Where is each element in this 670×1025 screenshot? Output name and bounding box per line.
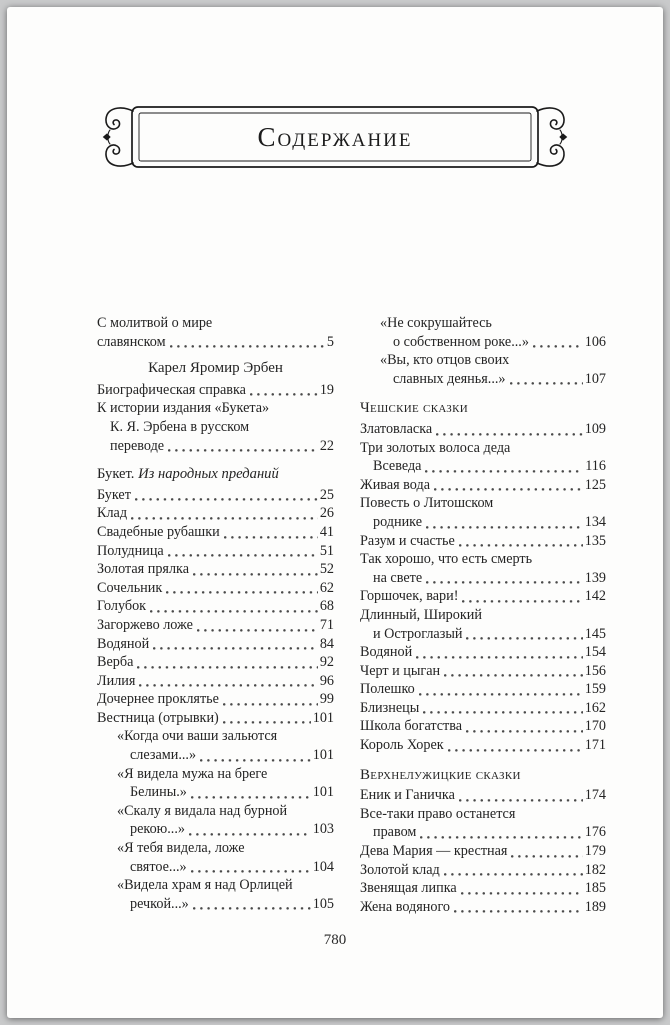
toc-entry-page: 142 [584,588,606,605]
toc-entry-lastline [97,616,334,635]
dot-leader [459,799,583,802]
toc-entry-title: Водяной [97,635,150,652]
toc-entry-page: 156 [584,662,606,679]
dot-leader [416,656,583,659]
toc-entry-lastline [97,690,334,709]
toc-entry [97,839,334,876]
toc-entry-lastline [97,381,334,400]
dot-leader [223,721,311,724]
dot-leader [131,517,318,520]
toc-entry-title: Полешко [360,681,415,698]
toc-entry-page: 51 [319,542,334,559]
toc-entry-page: 103 [312,821,334,838]
toc-entry-title: Водяной [360,644,413,661]
toc-entry-lastline [360,823,606,842]
toc-entry [360,879,606,898]
toc-entry-lastline [117,746,334,765]
dot-leader [419,693,583,696]
toc-entry-title: Дочернее проклятье [97,691,219,708]
toc-entry-page: 182 [584,861,606,878]
toc-entry-page: 139 [584,569,606,586]
toc-entry-lastline [360,662,606,681]
toc-entry-title: Жена водяного [360,898,451,915]
dot-leader [423,711,582,714]
toc-entry-page: 52 [319,561,334,578]
toc-entry-title: Близнецы [360,699,420,716]
toc-entry [360,439,606,476]
toc-entry [360,351,606,388]
toc-entry-page: 179 [584,843,606,860]
dot-leader [200,759,311,762]
toc-entry-line: Так хорошо, что есть смерть [360,551,533,568]
toc-entry [97,672,334,691]
toc-entry-lastline [360,587,606,606]
toc-entry-line: Все-таки право останется [360,805,516,822]
dot-leader [444,873,583,876]
dot-leader [420,836,582,839]
toc-entry-title: Золотая прялка [97,561,190,578]
toc-entry-lastline [360,420,606,439]
toc-entry [97,709,334,728]
toc-entry-title: Голубок [97,598,147,615]
toc-entry-title: Букет [97,486,131,503]
toc-entry [97,486,334,505]
toc-entry-page: 96 [319,672,334,689]
toc-entry-title: Вестница (отрывки) [97,709,219,726]
toc-entry [97,504,334,523]
dot-leader [250,393,318,396]
toc-entry-page: 99 [319,691,334,708]
toc-entry [360,736,606,755]
dot-leader [510,382,583,385]
toc-entry [360,643,606,662]
toc-entry-title: Сочельник [97,579,163,596]
toc-entry-page: 71 [319,616,334,633]
dot-leader [533,345,583,348]
toc-entry-page: 145 [584,625,606,642]
table-of-contents [97,314,663,916]
toc-entry-title: святое...» [130,858,187,875]
dot-leader [191,796,311,799]
toc-entry-title: речкой...» [130,895,189,912]
toc-entry-page: 162 [584,699,606,716]
dot-leader [150,610,318,613]
toc-entry-line: Длинный, Широкий [360,606,482,623]
toc-entry-page: 101 [312,784,334,801]
toc-entry-lastline [360,861,606,880]
toc-entry [97,523,334,542]
toc-entry-page: 68 [319,598,334,615]
section-heading: Верхнелужицкие сказки [360,766,521,783]
toc-entry-title: слезами...» [130,747,197,764]
toc-entry-lastline [360,643,606,662]
toc-entry-page: 101 [312,747,334,764]
toc-entry-page: 135 [584,532,606,549]
toc-entry-page: 5 [326,333,334,350]
toc-entry [360,476,606,495]
toc-entry-line: «Не сокрушайтесь [380,315,492,331]
toc-entry-page: 116 [585,458,606,475]
toc-entry-lastline [360,786,606,805]
toc-entry-title: Дева Мария — крестная [360,843,508,860]
toc-entry [360,314,606,351]
toc-entry-page: 104 [312,858,334,875]
book-page [7,7,663,1018]
toc-entry [97,635,334,654]
toc-entry-title: Всеведа [373,458,422,475]
toc-entry-page: 25 [319,486,334,503]
toc-entry-title: Златовласка [360,420,433,437]
toc-entry-lastline [97,437,334,456]
toc-entry-page: 170 [584,718,606,735]
dot-leader [135,498,318,501]
section-heading-roman: Букет. [97,466,139,483]
dot-leader [224,536,318,539]
toc-entry-title: Еник и Ганичка [360,787,455,804]
toc-entry-title: переводе [110,437,165,454]
toc-entry [97,381,334,400]
toc-entry-lastline [97,597,334,616]
toc-entry-title: Разум и счастье [360,532,455,549]
toc-entry-title: о собственном роке...» [393,333,529,350]
dot-leader [137,666,317,669]
toc-entry-line: Три золотых волоса деда [360,439,511,456]
section-heading: Чешские сказки [360,400,468,417]
toc-entry-lastline [97,542,334,561]
toc-entry-lastline [380,370,606,389]
toc-entry-line: «Я видела мужа на бреге [117,765,268,782]
toc-entry-lastline [360,699,606,718]
toc-column-right [360,314,606,916]
toc-entry [360,805,606,842]
toc-entry [360,494,606,531]
toc-entry-lastline [360,717,606,736]
toc-entry-title: Свадебные рубашки [97,523,220,540]
toc-entry-lastline [97,579,334,598]
toc-entry-title: Клад [97,505,128,522]
toc-entry [97,876,334,913]
toc-entry-lastline [97,523,334,542]
toc-entry-page: 109 [584,420,606,437]
toc-entry [360,550,606,587]
dot-leader [168,554,318,557]
dot-leader [466,730,583,733]
toc-entry [97,314,334,351]
toc-entry-line: С молитвой о мире [97,315,213,331]
dot-leader [153,647,318,650]
toc-entry [360,420,606,439]
toc-entry-page: 22 [319,437,334,454]
dot-leader [197,629,318,632]
toc-entry-title: Белины.» [130,784,187,801]
toc-entry [97,542,334,561]
toc-entry-title: славянском [97,333,166,350]
toc-entry-page: 185 [584,880,606,897]
toc-entry [360,861,606,880]
toc-entry [97,616,334,635]
toc-entry-lastline [117,858,334,877]
title-banner [100,100,570,174]
toc-entry-lastline [97,672,334,691]
toc-entry-lastline [360,457,606,476]
toc-entry-page: 62 [319,579,334,596]
toc-entry [97,597,334,616]
toc-entry-title: Живая вода [360,476,430,493]
section-heading-italic: Из народных преданий [138,466,279,483]
toc-entry [360,717,606,736]
toc-entry-page: 134 [584,513,606,530]
toc-entry-lastline [360,569,606,588]
toc-entry-lastline [360,532,606,551]
toc-entry [97,765,334,802]
toc-entry-lastline [97,709,334,728]
dot-leader [426,581,583,584]
section-heading [97,465,334,484]
toc-entry-line: К. Я. Эрбена в русском [110,418,250,435]
toc-entry-lastline [97,560,334,579]
toc-entry-title: Черт и цыган [360,662,441,679]
toc-entry [360,680,606,699]
dot-leader [191,870,311,873]
dot-leader [434,488,583,491]
toc-entry-title: роднике [373,513,423,530]
toc-entry-page: 176 [584,824,606,841]
toc-entry [360,842,606,861]
dot-leader [425,470,583,473]
dot-leader [170,345,325,348]
toc-entry-lastline [117,895,334,914]
toc-entry-line: «Скалу я видала над бурной [117,802,288,819]
toc-entry-title: на свете [373,569,423,586]
toc-entry-line: К истории издания «Букета» [97,400,270,417]
toc-entry [97,653,334,672]
toc-entry-lastline [360,736,606,755]
toc-entry-page: 26 [319,505,334,522]
dot-leader [166,591,318,594]
dot-leader [444,674,583,677]
toc-entry [360,699,606,718]
toc-entry-page: 84 [319,635,334,652]
dot-leader [139,684,317,687]
toc-entry [360,898,606,917]
dot-leader [448,749,583,752]
toc-entry-lastline [97,504,334,523]
toc-entry-title: правом [373,824,417,841]
dot-leader [223,703,318,706]
toc-entry [360,587,606,606]
toc-entry-page: 92 [319,654,334,671]
toc-entry-lastline [360,879,606,898]
toc-entry-line: «Вы, кто отцов своих [380,352,510,369]
toc-entry-title: Загоржево ложе [97,616,193,633]
toc-entry-line: «Я тебя видела, ложе [117,840,245,857]
toc-entry-title: Лилия [97,672,136,689]
dot-leader [511,855,582,858]
dot-leader [459,544,583,547]
toc-entry-lastline [380,333,606,352]
dot-leader [193,573,318,576]
dot-leader [168,449,318,452]
toc-entry-page: 41 [319,523,334,540]
toc-entry-page: 159 [584,681,606,698]
toc-entry-line: Повесть о Литошском [360,495,494,512]
toc-entry [97,399,334,455]
toc-entry-page: 106 [584,333,606,350]
toc-entry [360,532,606,551]
toc-entry-title: рекою...» [130,821,185,838]
toc-entry-lastline [360,680,606,699]
toc-column-left [97,314,334,916]
toc-entry-title: Золотой клад [360,861,440,878]
toc-entry-line: «Когда очи ваши зальются [117,728,278,745]
toc-entry-title: Полудница [97,542,164,559]
toc-entry-lastline [360,476,606,495]
toc-entry-title: Горшочек, вари! [360,588,459,605]
toc-entry [97,579,334,598]
toc-entry-page: 174 [584,787,606,804]
toc-entry [360,662,606,681]
toc-entry [360,786,606,805]
toc-entry-lastline [360,513,606,532]
toc-entry [97,690,334,709]
toc-entry-lastline [97,333,334,352]
toc-entry-lastline [360,842,606,861]
folio-page-number: 780 [323,932,347,949]
dot-leader [436,433,583,436]
toc-entry-lastline [97,653,334,672]
dot-leader [461,892,583,895]
dot-leader [462,600,582,603]
dot-leader [466,637,582,640]
toc-entry [97,727,334,764]
toc-entry-page: 154 [584,644,606,661]
page-title: Содержание [257,121,413,152]
toc-entry [97,560,334,579]
toc-entry-lastline [360,898,606,917]
toc-entry-title: Звенящая липка [360,880,457,897]
toc-entry-line: «Видела храм я над Орлицей [117,877,293,894]
toc-entry-title: славных деянья...» [393,370,506,387]
toc-entry-lastline [360,625,606,644]
toc-entry-page: 19 [319,381,334,398]
toc-entry-title: Верба [97,654,134,671]
toc-entry-lastline [97,635,334,654]
toc-entry-page: 171 [584,737,606,754]
toc-entry-lastline [117,820,334,839]
toc-entry-title: Биографическая справка [97,381,246,398]
toc-entry [360,606,606,643]
toc-entry-page: 107 [584,370,606,387]
dot-leader [426,526,583,529]
toc-entry-title: и Остроглазый [373,625,463,642]
toc-entry-lastline [97,486,334,505]
section-heading-author: Карел Яромир Эрбен [148,360,283,377]
toc-entry-page: 125 [584,476,606,493]
toc-entry-page: 105 [312,895,334,912]
dot-leader [189,833,311,836]
toc-entry [97,802,334,839]
toc-entry-page: 101 [312,709,334,726]
dot-leader [193,907,311,910]
toc-entry-page: 189 [584,898,606,915]
toc-entry-lastline [117,783,334,802]
toc-entry-title: Школа богатства [360,718,463,735]
dot-leader [454,910,583,913]
toc-entry-title: Король Хорек [360,737,444,754]
